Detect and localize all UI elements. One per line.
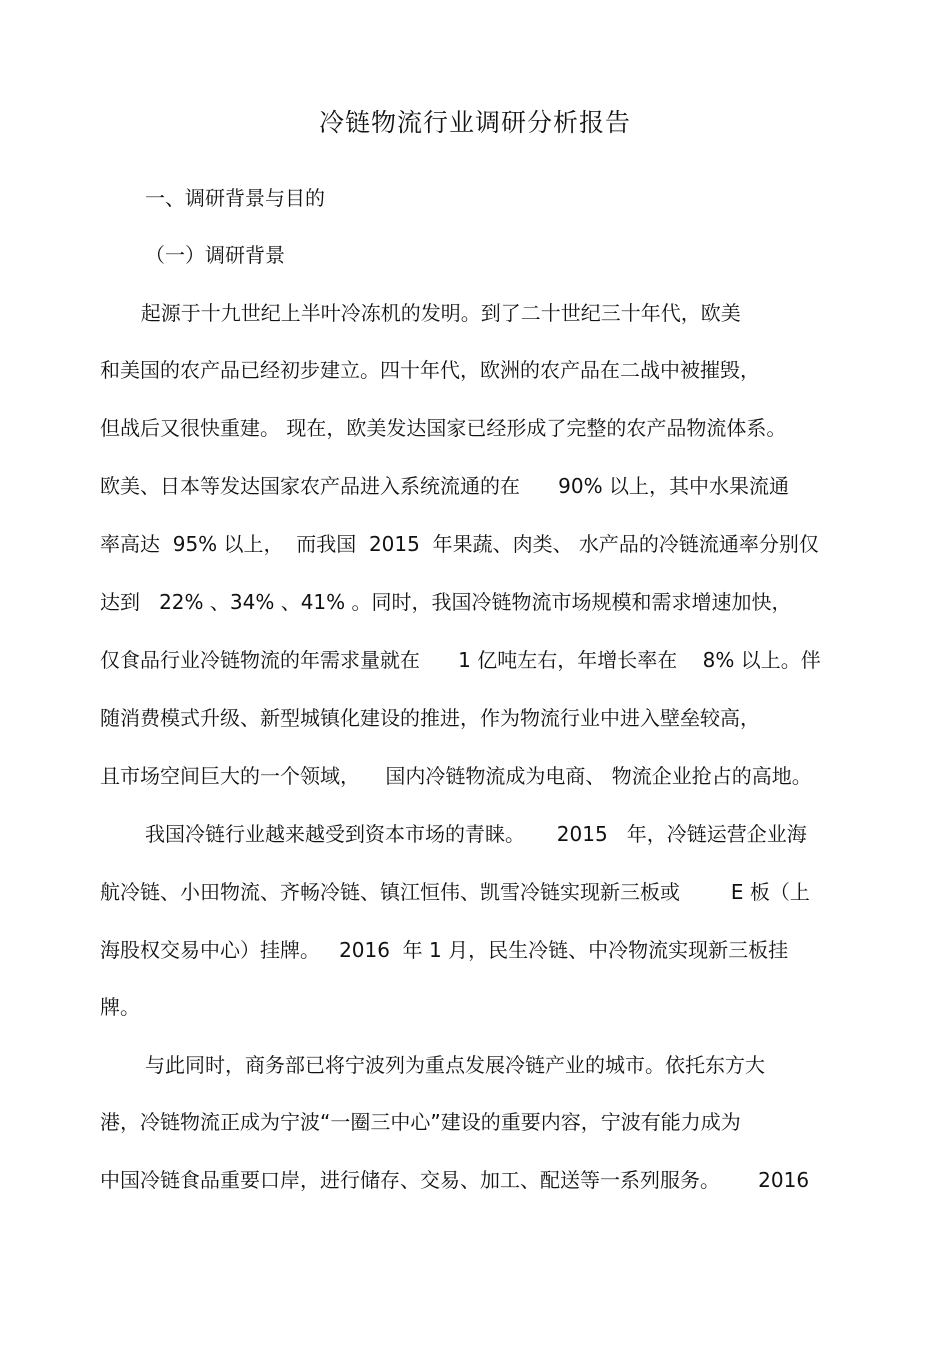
paragraph-line: 起源于十九世纪上半叶冷冻机的发明。到了二十世纪三十年代，欧美 (128, 301, 741, 325)
paragraph-line: 牌。 (100, 995, 140, 1019)
paragraph-line: 和美国的农产品已经初步建立。四十年代，欧洲的农产品在二战中被摧毁， (100, 358, 760, 382)
paragraph-line: 但战后又很快重建。 现在，欧美发达国家已经形成了完整的农产品物流体系。 (100, 416, 787, 440)
document-title: 冷链物流行业调研分析报告 (318, 108, 631, 137)
paragraph-line: 达到 22% 、34% 、41% 。同时，我国冷链物流市场规模和需求增速加快， (100, 590, 792, 614)
paragraph-line: 仅食品行业冷链物流的年需求量就在 1 亿吨左右，年增长率在 8% 以上。伴 (100, 648, 821, 672)
paragraph-line: 率高达 95% 以上， 而我国 2015 年果蔬、肉类、 水产品的冷链流通率分别仅 (100, 532, 819, 556)
paragraph-line: 航冷链、小田物流、齐畅冷链、镇江恒伟、凯雪冷链实现新三板或 E 板（上 (100, 880, 810, 904)
section-heading: 一、调研背景与目的 (145, 186, 325, 210)
paragraph-line: 且市场空间巨大的一个领域， 国内冷链物流成为电商、 物流企业抢占的高地。 (100, 764, 812, 788)
paragraph-line: 欧美、日本等发达国家农产品进入系统流通的在 90% 以上，其中水果流通 (100, 474, 789, 498)
subsection-heading: （一）调研背景 (145, 243, 285, 267)
paragraph-line: 海股权交易中心）挂牌。 2016 年 1 月，民生冷链、中冷物流实现新三板挂 (100, 938, 789, 962)
paragraph-line: 港，冷链物流正成为宁波“一圈三中心”建设的重要内容，宁波有能力成为 (100, 1110, 741, 1134)
paragraph-line: 我国冷链行业越来越受到资本市场的青睐。 2015 年，冷链运营企业海 (145, 822, 807, 846)
paragraph-line: 中国冷链食品重要口岸，进行储存、交易、加工、配送等一系列服务。 2016 (100, 1168, 810, 1192)
paragraph-line: 与此同时，商务部已将宁波列为重点发展冷链产业的城市。依托东方大 (145, 1053, 765, 1077)
paragraph-line: 随消费模式升级、新型城镇化建设的推进，作为物流行业中进入壁垒较高， (100, 706, 760, 730)
